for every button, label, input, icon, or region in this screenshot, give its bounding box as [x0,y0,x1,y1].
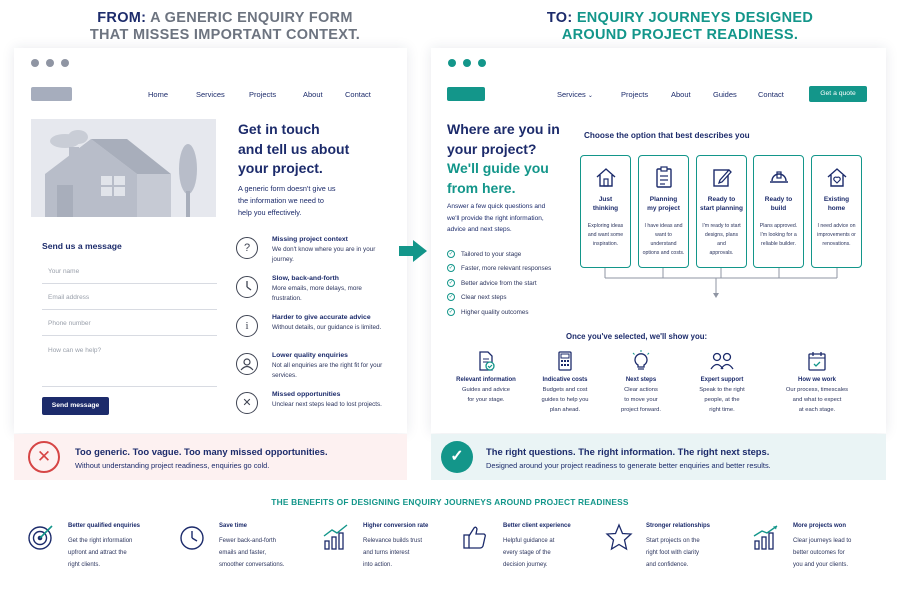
card-connector [570,268,870,300]
show-desc-line: and what to expect [792,397,842,403]
card-title-line: build [770,205,787,212]
check-icon: ✓ [448,279,454,286]
house-illustration [31,119,216,217]
card-desc [584,222,627,249]
left-nav-projects[interactable]: Projects [249,90,277,99]
show-title: Once you've selected, we'll show you: [566,332,708,341]
card-title-line: Just [598,196,613,203]
house-image [31,119,216,217]
stage-card-ready-to-start-planning[interactable] [696,155,747,268]
benefit-desc-line: Start projects on the [646,538,700,544]
right-nav-projects[interactable]: Projects [621,90,649,99]
card-desc-line: renovations. [822,241,851,247]
card-desc-line: improvements or [817,232,856,238]
benefits-title: THE BENEFITS OF DESIGNING ENQUIRY JOURNEYS AROUND PROJECT READINESS [271,497,629,507]
left-logo[interactable] [31,87,72,101]
benefit-desc-line: right clients. [68,562,101,568]
right-heading [447,120,560,198]
show-desc-line: Our process, timescales [785,387,849,393]
left-banner-title: Too generic. Too vague. Too many missed opportunities. [75,446,328,457]
benefit-desc-line: decision journey. [503,562,548,568]
show-item [683,350,761,415]
check-icon: ✓ [448,251,454,257]
right-title [515,10,845,44]
right-logo[interactable] [447,87,485,101]
window-dot [46,59,54,67]
target-icon [27,523,55,551]
benefit-desc-line: Relevance builds trust [363,538,423,544]
show-desc-line: for your stage. [467,397,505,403]
show-item-desc [683,385,761,415]
card-desc-line: I'm looking for a [760,232,797,238]
show-desc-line: right time. [709,407,735,413]
card-title [639,195,688,213]
check-item [447,279,551,293]
stage-card-planning[interactable] [638,155,689,268]
check-item-label: Clear next steps [461,294,507,302]
card-desc-line: Plans approved. [759,223,798,229]
right-nav-services-label: Services [557,90,586,99]
right-banner-title: The right questions. The right information. The right next steps. [486,446,770,457]
show-item-desc [447,385,525,405]
right-banner [431,434,886,480]
show-desc-line: project forward. [621,407,661,413]
issue-desc: Unclear next steps lead to lost projects. [272,401,382,408]
right-nav-services[interactable] [557,90,593,99]
left-title-prefix: FROM: [97,10,147,26]
issue-desc: Without details, our guidance is limited. [272,324,382,331]
card-desc-line: designs, plans and [704,232,739,247]
right-intro [447,201,545,236]
check-icon: ✓ [448,294,454,301]
right-heading-line: Where are you in [447,121,560,137]
window-dot [31,59,39,67]
check-item [447,264,551,278]
people-icon [709,350,735,372]
benefit-title: More projects won [793,523,847,529]
left-heading-line: your project. [238,160,323,176]
right-heading-line: your project? [447,140,537,157]
get-a-quote-button[interactable]: Get a quote [809,86,867,102]
card-desc-line: and want some [587,232,624,238]
right-title-line1: ENQUIRY JOURNEYS DESIGNED [576,10,814,26]
show-desc-line: Budgets and cost [542,387,588,393]
card-title [581,195,630,213]
window-dot [448,59,456,67]
card-desc-line: reliable builder. [761,241,796,247]
clipboard-icon [653,166,675,188]
benefit-desc-line: smoother conversations. [219,562,285,568]
benefit-desc-line: right foot with clarity [646,550,700,556]
card-desc-line: I have ideas and [644,223,683,229]
right-title-prefix: TO: [546,10,573,26]
benefit-desc-line: and confidence. [646,562,689,568]
check-item-label: Higher quality outcomes [461,308,529,316]
left-nav-home[interactable]: Home [148,90,169,99]
card-desc-line: approvals. [709,250,734,256]
right-heading-line: from here. [447,179,516,196]
card-desc-line: I'm ready to start [702,223,741,229]
check-item [447,250,551,264]
show-item-title: Expert support [700,377,744,383]
issue-desc: More emails, more delays, more frustration. [272,285,362,302]
growth-chart-icon [322,523,350,551]
card-desc [815,222,858,249]
stage-card-just-thinking[interactable] [580,155,631,268]
issue-title: Missed opportunities [272,391,341,398]
show-desc-line: Guides and advice [461,387,511,393]
stage-card-existing-home[interactable] [811,155,862,268]
right-window-dots [448,59,486,67]
left-heading-line: and tell us about [238,140,350,157]
calculator-icon [554,350,576,372]
heart-home-icon [826,166,848,188]
issue-title: Slow, back-and-forth [272,275,339,282]
show-item [777,350,857,415]
show-item-desc [602,385,680,415]
stage-card-ready-to-build[interactable] [753,155,804,268]
left-banner [14,434,407,480]
benefit-title: Stronger relationships [646,523,711,529]
name-field[interactable]: Your name [42,262,217,284]
left-banner-text: Without understanding project readiness, enquiries go cold. [75,461,270,470]
card-title [754,195,803,213]
benefit-desc-line: you and your clients. [793,562,849,568]
card-title-line: home [827,205,846,212]
left-nav-contact[interactable]: Contact [345,90,371,99]
benefit-desc-line: Helpful guidance at [503,538,555,544]
card-title [812,195,861,213]
thumbs-up-icon [462,523,490,551]
bulb-icon [630,350,652,372]
benefit-desc-line: Fewer back-and-forth [219,538,277,544]
left-intro-line: the information we need to [238,196,324,205]
issue-title: Lower quality enquiries [272,352,348,359]
card-title-line: start planning [700,205,743,212]
issue-title: Harder to give accurate advice [272,314,371,321]
card-title [697,195,746,213]
issue-desc: We don't know where you are in your journey. [272,246,376,263]
warning-x-icon: ✕ [28,441,60,473]
show-item [447,350,525,405]
arrow-right-icon [399,240,427,262]
window-dot [463,59,471,67]
benefit-desc-line: Get the right information [68,538,133,544]
success-check-icon: ✓ [441,441,473,473]
left-title [60,10,390,44]
x-circle-icon: ✕ [236,392,258,414]
form-title: Send us a message [42,241,122,251]
show-desc-line: guides to help you [541,397,589,403]
left-title-line1: A GENERIC ENQUIRY FORM [150,10,353,26]
document-icon [475,350,497,372]
email-field[interactable]: Email address [42,288,217,310]
right-nav-about[interactable]: About [671,90,691,99]
benefit-desc-line: better outcomes for [793,550,845,556]
benefit-desc-line: Clear journeys lead to [793,538,852,544]
check-icon: ✓ [448,265,454,272]
user-icon [236,353,258,375]
left-nav-about[interactable]: About [303,90,323,99]
window-dot [478,59,486,67]
benefit-desc [793,535,888,571]
calendar-icon [806,350,828,372]
card-title-line: Existing [823,196,850,203]
show-desc-line: people, at the [704,397,740,403]
benefit-title: Better client experience [503,523,571,529]
benefit-title: Better qualified enquiries [68,523,141,529]
card-title-line: Ready to [707,196,736,203]
show-desc-line: Speak to the right [699,387,745,393]
star-icon [605,523,633,551]
stopwatch-icon [178,523,206,551]
show-desc-line: Clear actions [624,387,658,393]
card-desc-line: inspiration. [592,241,619,247]
show-item-title: Relevant information [456,377,516,383]
info-icon: i [236,315,258,337]
card-desc [700,222,743,258]
right-nav-guides[interactable]: Guides [713,90,737,99]
send-message-button[interactable]: Send message [42,397,109,415]
left-intro-line: help you effectively. [238,208,302,217]
card-title-line: thinking [592,205,619,212]
show-item-title: How we work [797,377,836,383]
right-nav-contact[interactable]: Contact [758,90,784,99]
card-title-line: my project [647,205,680,212]
clock-icon [236,276,258,298]
card-desc [757,222,800,249]
chevron-down-icon: ⌄ [587,93,593,99]
check-item-label: Better advice from the start [461,279,537,287]
benefit-title: Save time [219,523,248,529]
left-nav-services[interactable]: Services [196,90,225,99]
card-desc-line: options and costs. [642,250,685,256]
benefit-desc [646,535,741,571]
card-desc-line: I need advice on [817,223,856,229]
phone-field[interactable]: Phone number [42,314,217,336]
show-desc-line: plan ahead. [549,407,581,413]
benefit-desc-line: and turns interest [363,550,410,556]
benefit-desc [68,535,163,571]
check-item [447,293,551,307]
check-icon: ✓ [448,308,454,315]
message-field[interactable]: How can we help? [42,341,217,387]
show-item [526,350,604,415]
show-item [602,350,680,415]
left-heading-line: Get in touch [238,121,320,137]
benefit-desc-line: into action. [363,562,393,568]
show-item-title: Indicative costs [542,377,588,383]
right-intro-line: advice and next steps. [447,226,512,233]
check-item-label: Tailored to your stage [461,251,522,258]
right-title-line2: AROUND PROJECT READINESS. [561,27,799,43]
card-desc [642,222,685,258]
show-desc-line: at each stage. [798,407,836,413]
benefit-checklist [447,250,551,322]
card-desc-line: want to understand [650,232,677,247]
card-desc-line: Exploring ideas [587,223,624,229]
hardhat-icon [768,166,790,188]
left-window-dots [31,59,69,67]
show-desc-line: to move your [624,397,658,403]
benefit-title: Higher conversion rate [363,523,429,529]
left-intro [238,183,336,219]
left-title-line2: THAT MISSES IMPORTANT CONTEXT. [89,27,361,43]
left-heading [238,120,349,179]
benefit-desc-line: emails and faster, [219,550,267,556]
benefit-desc [363,535,458,571]
show-item-desc [526,385,604,415]
right-heading-line: We'll guide you [447,160,549,176]
house-icon [595,166,617,188]
show-item-desc [777,385,857,415]
bar-chart-icon [752,523,780,551]
benefit-desc-line: upfront and attract the [68,550,127,556]
benefit-desc [219,535,314,571]
left-intro-line: A generic form doesn't give us [238,184,336,193]
show-item-title: Next steps [625,377,657,383]
pencil-icon [711,166,733,188]
window-dot [61,59,69,67]
card-title-line: Ready to [764,196,793,203]
card-title-line: Planning [649,196,678,203]
benefit-desc [503,535,598,571]
right-banner-text: Designed around your project readiness to generate better enquiries and better results. [486,461,771,470]
check-item-label: Faster, more relevant responses [461,265,552,273]
right-intro-line: Answer a few quick questions and [447,203,546,210]
check-item [447,308,551,322]
benefit-desc-line: every stage of the [503,550,551,556]
issue-desc: Not all enquiries are the right fit for your services. [272,362,383,379]
right-intro-line: we'll provide the right information, [447,214,544,222]
issue-title: Missing project context [272,236,348,243]
question-icon: ? [236,237,258,259]
choose-title: Choose the option that best describes you [584,131,750,140]
